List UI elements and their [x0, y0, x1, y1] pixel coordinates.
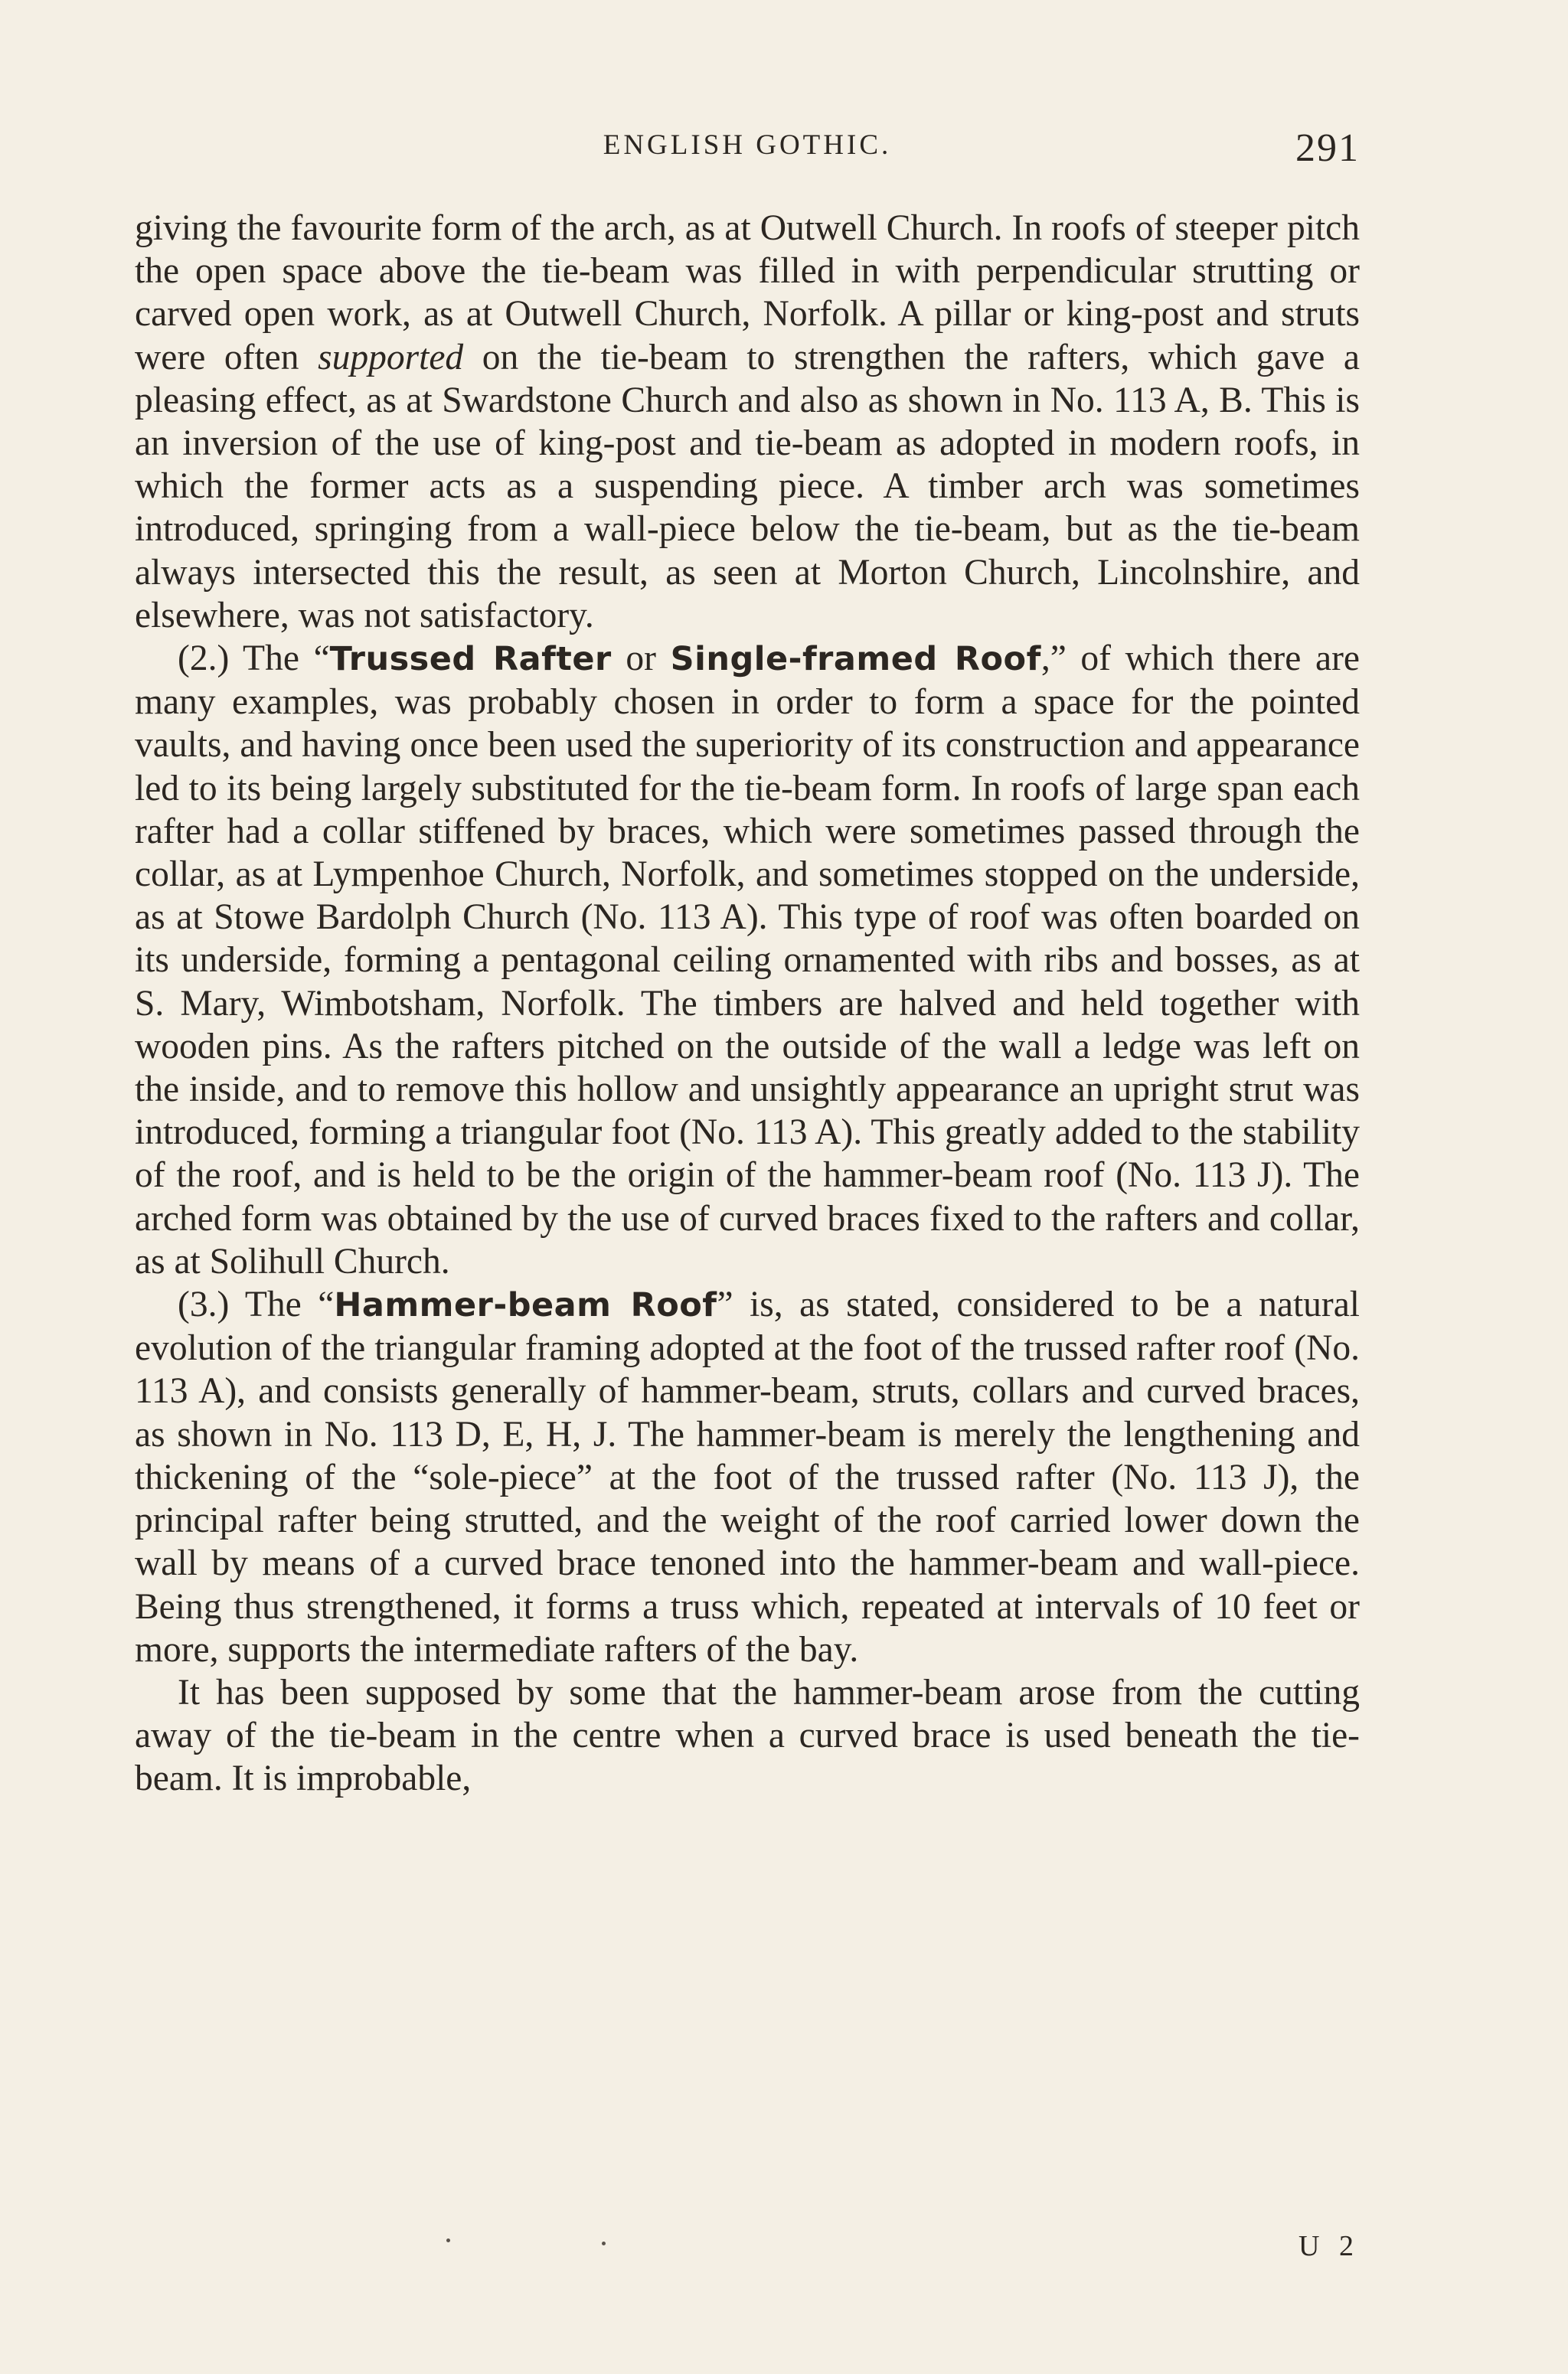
text-run: (2.) The “: [178, 638, 330, 679]
inline-heading-hammer-beam-roof: Hammer-beam Roof: [334, 1286, 717, 1325]
paragraph-hammer-beam: [135, 1283, 1360, 1671]
page-header: [135, 126, 1360, 175]
signature-mark: U 2: [1298, 2230, 1360, 2262]
text-run: or: [611, 638, 671, 679]
running-title: ENGLISH GOTHIC.: [603, 129, 892, 161]
page-footer: [135, 2229, 1360, 2275]
text-run: It has been supposed by some that the hammer-beam arose from the cutting away of the tie-beam in the centre when a curved brace is used beneath the tie-beam. It is improbable,: [135, 1672, 1360, 1799]
text-run: on the tie-beam to strengthen the rafters, which gave a pleasing effect, as at Swardstone Church and also as shown in No. 113 A, B. This is an inversion of the use of king-post and tie-beam as adopted in modern roofs, in which the former acts as a suspending piece. A timber arch was sometimes introduced, springing from a wall-piece below the tie-beam, but as the tie-beam always intersected this the result, as seen at Morton Church, Lincolnshire, and elsewhere, was not satisfactory.: [135, 337, 1360, 635]
body-text: [135, 207, 1360, 1801]
text-run: ” is, as stated, considered to be a natural evolution of the triangular framing adopted at the foot of the trussed rafter roof (No. 113 A), and consists generally of hammer-beam, struts, collars and curved braces, as shown in No. 113 D, E, H, J. The hammer-beam is merely the lengthening and thickening of the “sole-piece” at the foot of the trussed rafter (No. 113 J), the principal rafter being strutted, and the weight of the roof carried lower down the wall by means of a curved brace tenoned into the hammer-beam and wall-piece. Being thus strengthened, it forms a truss which, repeated at intervals of 10 feet or more, supports the intermediate rafters of the bay.: [135, 1285, 1360, 1670]
text-run: (3.) The “: [178, 1285, 335, 1325]
paragraph-trussed-rafter: [135, 637, 1360, 1283]
paragraph-origin-theory: [135, 1671, 1360, 1801]
print-speck: [602, 2242, 606, 2245]
page-number: 291: [1295, 126, 1360, 170]
inline-heading-trussed-rafter: Trussed Rafter: [329, 640, 612, 679]
text-run: ,” of which there are many examples, was probably chosen in order to form a space for the pointed vaults, and having once been used the superiority of its construction and appearance led to its being largely substituted for the tie-beam form. In roofs of large span each rafter had a collar stiffened by braces, which were sometimes passed through the collar, as at Lympenhoe Church, Norfolk, and sometimes stopped on the underside, as at Stowe Bardolph Church (No. 113 A). This type of roof was often boarded on its underside, forming a pentagonal ceiling ornamented with ribs and bosses, as at S. Mary, Wimbotsham, Norfolk. The timbers are halved and held together with wooden pins. As the rafters pitched on the outside of the wall a ledge was left on the inside, and to remove this hollow and unsightly appearance an upright strut was introduced, forming a triangular foot (No. 113 A). This greatly added to the stability of the roof, and is held to be the origin of the hammer-beam roof (No. 113 J). The arched form was obtained by the use of curved braces fixed to the rafters and collar, as at Solihull Church.: [135, 638, 1360, 1282]
text-run: giving the favourite form of the arch, as at Outwell Church. In roofs of steeper pitch the open space above the tie-beam was filled in with perpendicular strutting or carved open work, as at Outwell Church, Norfolk. A pillar or king-post and struts were often: [135, 208, 1360, 377]
inline-heading-single-framed-roof: Single-framed Roof: [670, 640, 1041, 679]
italic-word: supported: [318, 337, 464, 377]
print-speck: [446, 2238, 450, 2242]
paragraph-tie-beam-roofs: [135, 207, 1360, 637]
